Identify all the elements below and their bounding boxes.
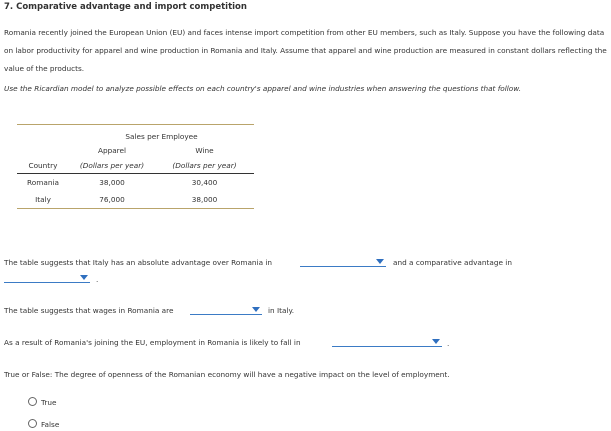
apparel-header: Apparel: [97, 146, 127, 155]
question-paragraph: Romania recently joined the European Union (EU) and faces intense import competition from other EU members, such as Italy. Suppose you have the following data on labor productivity for apparel and wine production in Romania and Italy. Assume that apparel and wine production are measured in constant dollars reflecting the value of the products.: [4, 28, 607, 73]
q2-text-after: in Italy.: [268, 306, 295, 315]
q1-text-end: .: [96, 275, 99, 284]
radio-button[interactable]: [28, 419, 37, 428]
q1-dropdown-absolute[interactable]: [300, 257, 386, 267]
question-instruction: Use the Ricardian model to analyze possible effects on each country's apparel and wine industries when answering the questions that follow.: [4, 84, 522, 93]
q4-prompt: True or False: The degree of openness of the Romanian economy will have a negative impact on the level of employment.: [4, 370, 450, 379]
table-row: [17, 191, 254, 209]
q1-text-middle: and a comparative advantage in: [393, 258, 512, 267]
q2-dropdown-wages[interactable]: [190, 305, 262, 315]
wine-header: Wine: [195, 146, 214, 155]
q3-text-before: As a result of Romania's joining the EU, employment in Romania is likely to fall in: [4, 338, 301, 347]
chevron-down-icon: [376, 259, 384, 264]
chevron-down-icon: [252, 307, 260, 312]
apparel-cell: 38,000: [99, 177, 125, 187]
country-cell: Italy: [17, 191, 69, 209]
apparel-unit-header: (Dollars per year): [79, 160, 145, 170]
table-span-header: Sales per Employee: [125, 132, 198, 141]
wine-cell: 30,400: [191, 177, 218, 187]
radio-label: False: [41, 420, 60, 429]
q1-dropdown-comparative[interactable]: [4, 273, 90, 283]
country-cell: Romania: [27, 177, 59, 187]
wine-cell: 38,000: [155, 191, 254, 209]
q2-text-before: The table suggests that wages in Romania are: [4, 306, 174, 315]
productivity-table: [17, 130, 254, 209]
apparel-cell: 76,000: [69, 191, 155, 209]
table-top-rule: [17, 124, 254, 125]
radio-button[interactable]: [28, 397, 37, 406]
country-header: Country: [28, 160, 58, 170]
question-title: 7. Comparative advantage and import competition: [4, 2, 247, 12]
table-row: [17, 174, 254, 191]
q3-dropdown-employment[interactable]: [332, 337, 442, 347]
chevron-down-icon: [80, 275, 88, 280]
q3-text-end: .: [447, 339, 450, 348]
wine-unit-header: (Dollars per year): [172, 160, 237, 170]
chevron-down-icon: [432, 339, 440, 344]
q1-text-before: The table suggests that Italy has an absolute advantage over Romania in: [4, 258, 273, 267]
radio-label: True: [41, 398, 57, 407]
